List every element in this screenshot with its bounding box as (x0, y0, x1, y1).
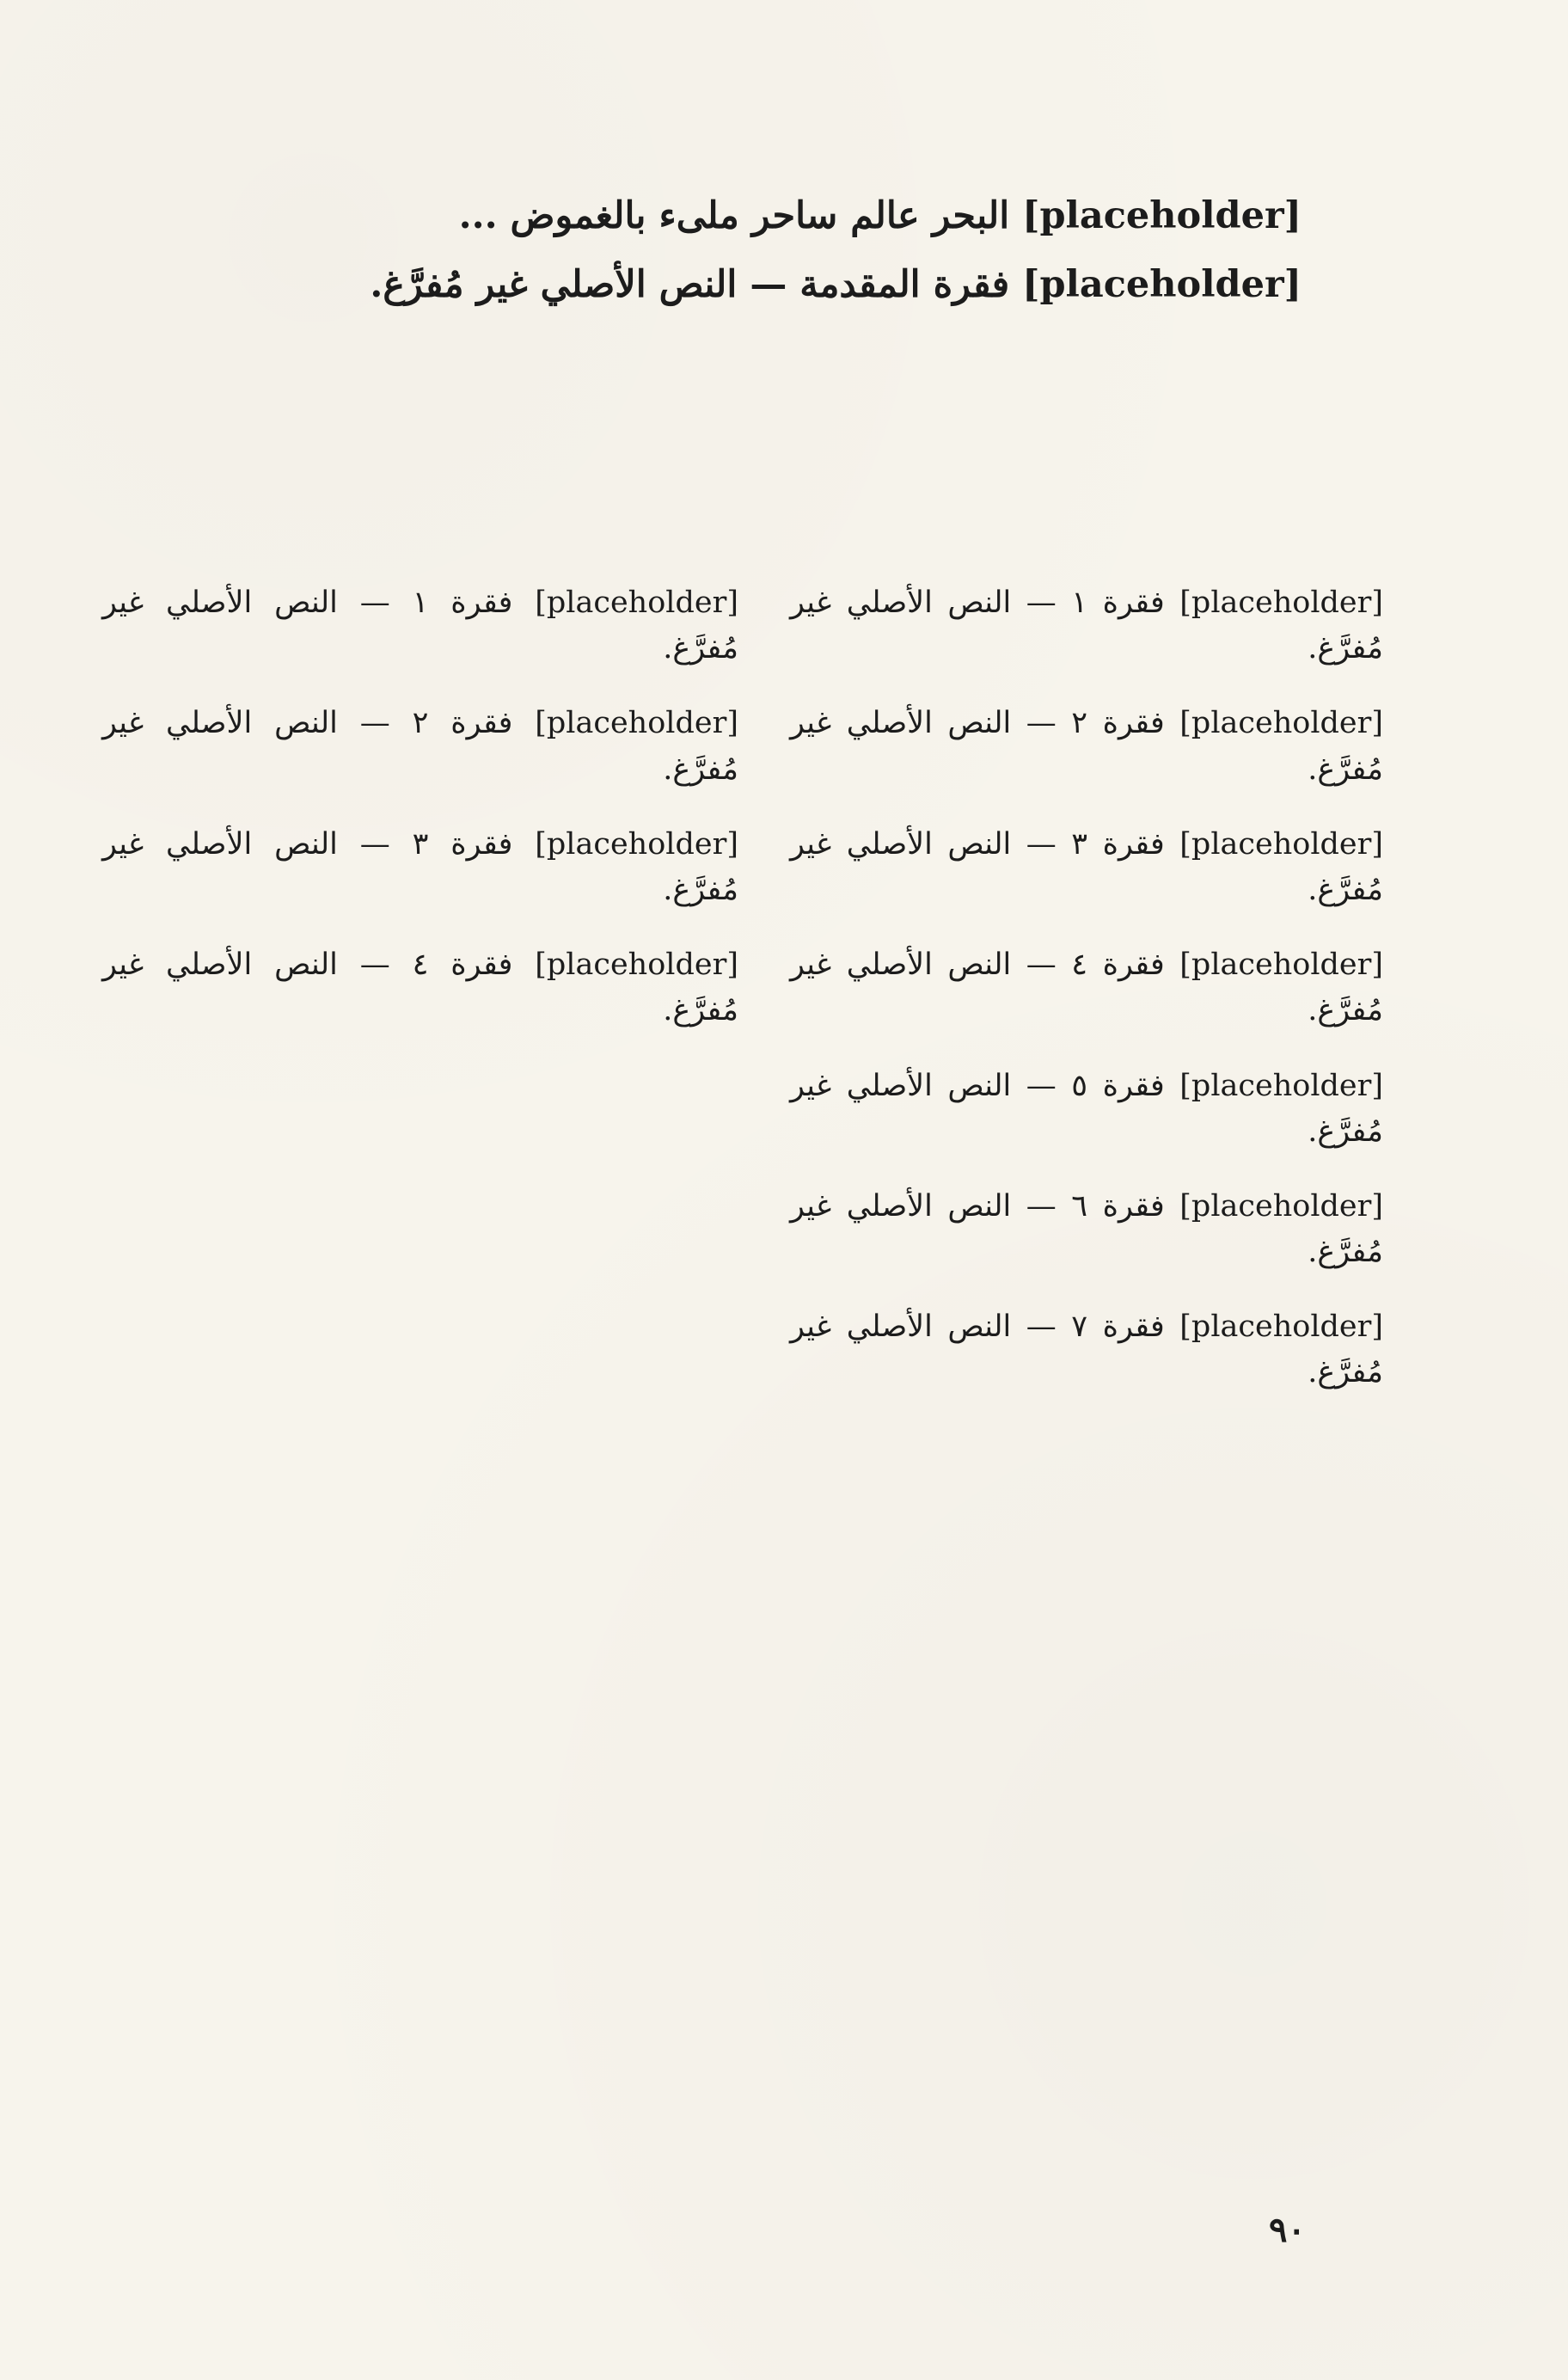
intro-lead: [placeholder] البحر عالم ساحر ملىء بالغموض ... (458, 194, 1302, 237)
left-paragraph-1: [placeholder] فقرة ١ — النص الأصلي غير مُفرَّغ. (102, 586, 738, 666)
left-paragraph-3: [placeholder] فقرة ٣ — النص الأصلي غير مُفرَّغ. (102, 826, 738, 907)
right-paragraph-6: [placeholder] فقرة ٦ — النص الأصلي غير مُفرَّغ. (790, 1188, 1384, 1270)
right-paragraph-5: [placeholder] فقرة ٥ — النص الأصلي غير مُفرَّغ. (790, 1068, 1384, 1149)
right-paragraph-7: [placeholder] فقرة ٧ — النص الأصلي غير مُفرَّغ. (790, 1310, 1384, 1390)
left-column (102, 580, 738, 1064)
right-paragraph-4: [placeholder] فقرة ٤ — النص الأصلي غير مُفرَّغ. (790, 948, 1384, 1028)
right-column (790, 580, 1383, 1426)
page-number: ٩٠ (1269, 2210, 1306, 2250)
right-paragraph-1: [placeholder] فقرة ١ — النص الأصلي غير مُفرَّغ. (790, 586, 1384, 666)
left-paragraph-2: [placeholder] فقرة ٢ — النص الأصلي غير مُفرَّغ. (102, 706, 738, 787)
intro-section (261, 189, 1302, 321)
right-paragraph-2: [placeholder] فقرة ٢ — النص الأصلي غير مُفرَّغ. (790, 706, 1384, 787)
left-paragraph-4: [placeholder] فقرة ٤ — النص الأصلي غير مُفرَّغ. (102, 948, 738, 1028)
right-paragraph-3: [placeholder] فقرة ٣ — النص الأصلي غير مُفرَّغ. (790, 826, 1384, 907)
intro-paragraph: [placeholder] فقرة المقدمة — النص الأصلي غير مُفرَّغ. (370, 263, 1302, 307)
